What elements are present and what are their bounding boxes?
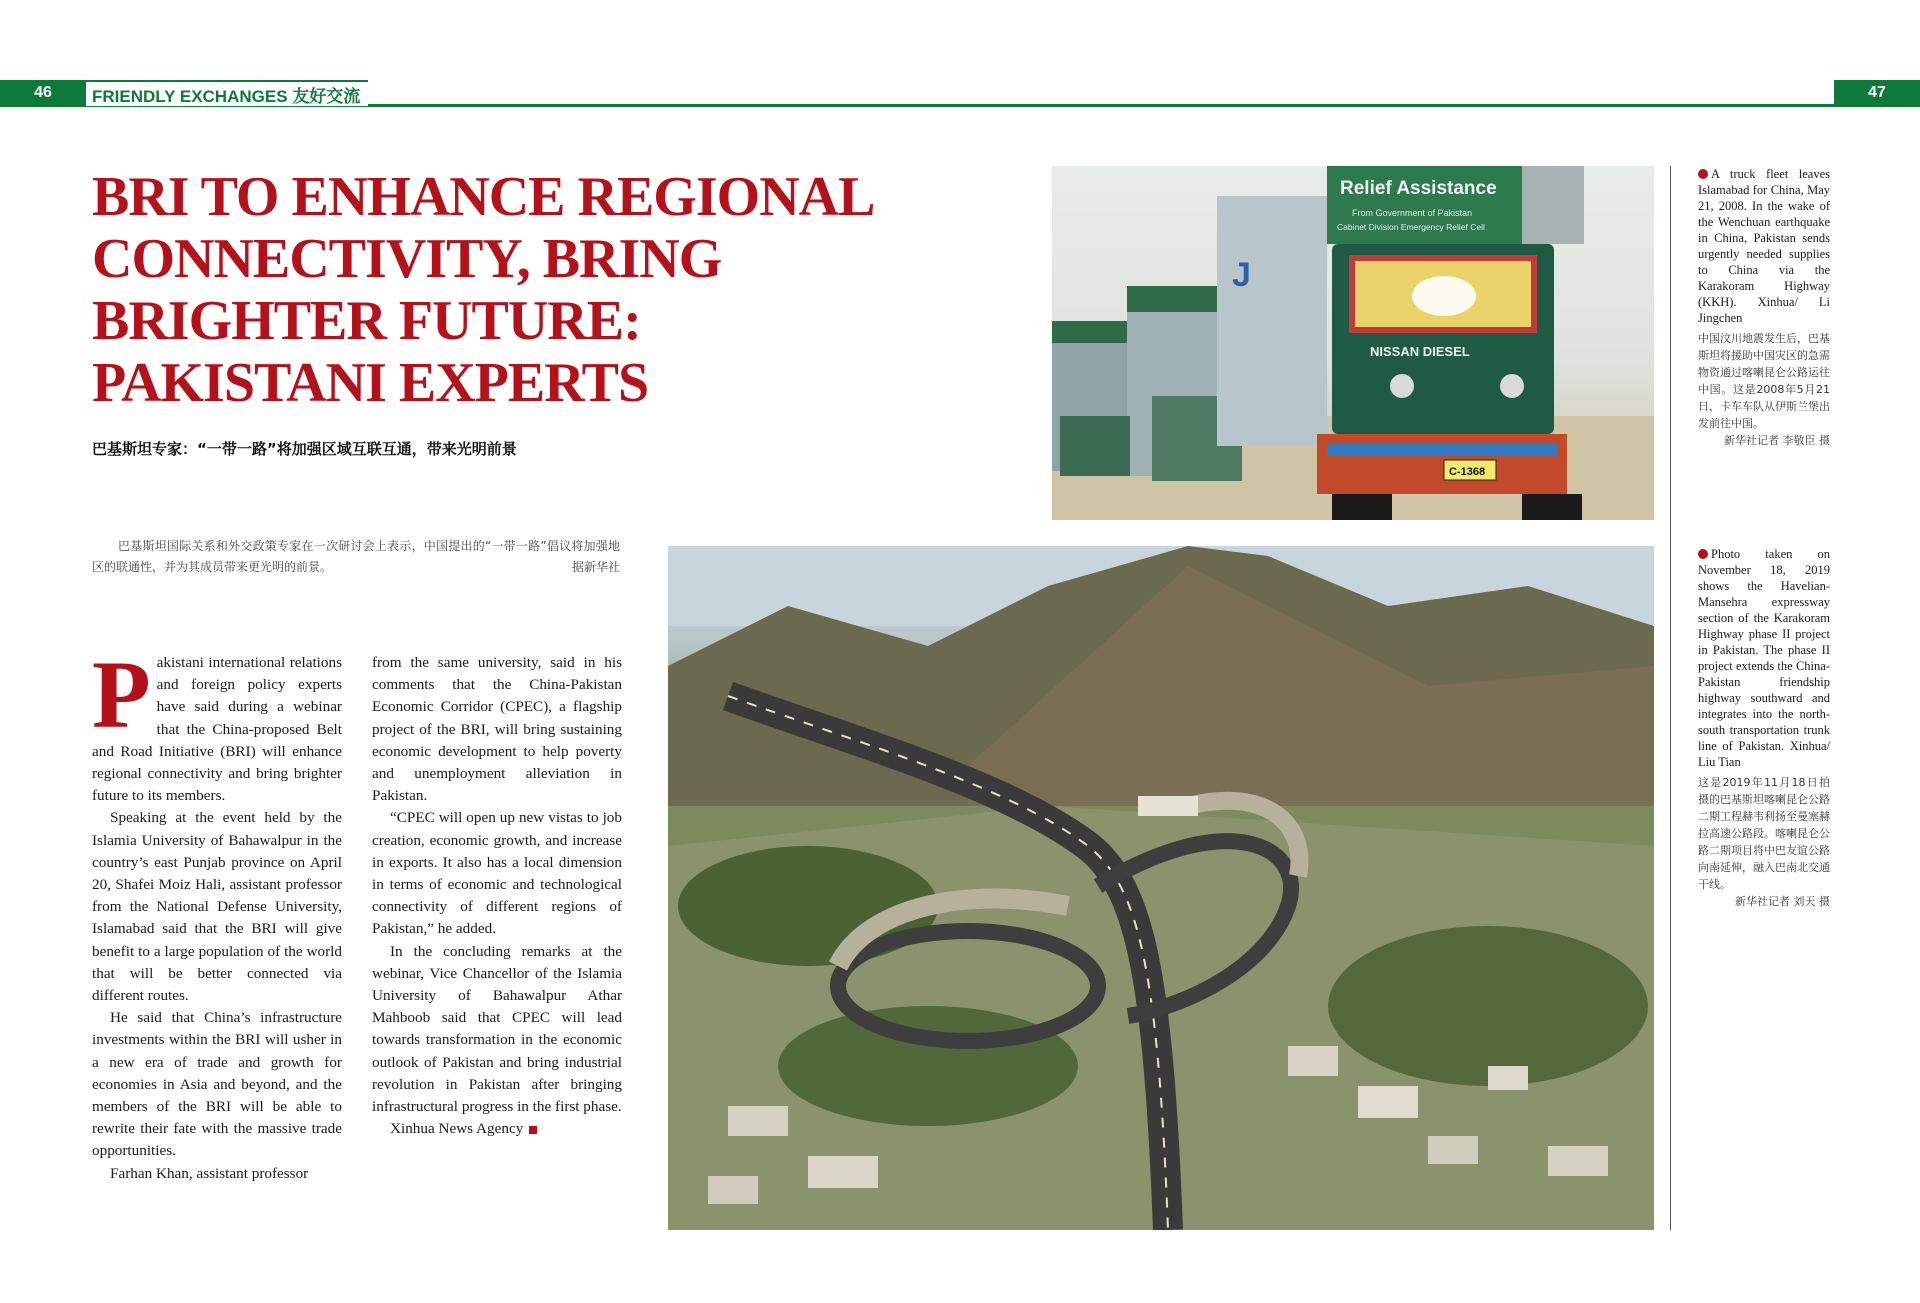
- paragraph-6: “CPEC will open up new vistas to job creation, economic growth, and increase in exports. It also has a local dimension in terms of economic and technological connectivity of different regions of Pakistan,” he added.: [372, 809, 622, 938]
- truck-fleet-illustration: [1052, 166, 1654, 520]
- caption-expressway-cn: 这是2019年11月18日拍摄的巴基斯坦喀喇昆仑公路二期工程赫韦利扬至曼塞赫拉高速公路段。喀喇昆仑公路二期项目将中巴友谊公路向南延伸，融入巴南北交通干线。 新华社记者 刘天 摄: [1698, 776, 1830, 908]
- truck-fleet-photo: [1052, 166, 1654, 520]
- drop-cap: P: [92, 641, 151, 748]
- article-column-1: [92, 641, 342, 1185]
- section-title: FRIENDLY EXCHANGES 友好交流: [86, 80, 368, 106]
- chinese-summary-text: 巴基斯坦国际关系和外交政策专家在一次研讨会上表示，中国提出的“一带一路”倡议将加强地区的联通性，并为其成员带来更光明的前景。: [92, 539, 620, 574]
- caption-truck-fleet-credit: 新华社记者 李敬臣 摄: [1724, 434, 1830, 447]
- page-number-right: 47: [1834, 80, 1920, 106]
- truck-brand: NISSAN DIESEL: [1370, 344, 1470, 359]
- expressway-illustration: [668, 546, 1654, 1230]
- header-left: [0, 80, 368, 106]
- chinese-summary-source: 据新华社: [571, 560, 620, 574]
- chinese-subhead: 巴基斯坦专家：“一带一路”将加强区域互联互通，带来光明前景: [92, 440, 517, 458]
- paragraph-1: Pakistani international relations and foreign policy experts have said during a webinar that the China-proposed Belt and Road Initiative (BRI) will enhance regional connectivity and bring brighter future to its members.: [92, 641, 342, 805]
- paragraph-7: In the concluding remarks at the webinar, Vice Chancellor of the Islamia University of Bahawalpur Athar Mahboob said that CPEC will lead towards transformation in the economic outlook of Pakistan and bring industrial revolution in Pakistan after bringing infrastructural progress in the first phase.: [372, 942, 622, 1116]
- byline: Xinhua News Agency: [372, 1118, 622, 1140]
- page-number-left: 46: [0, 80, 86, 106]
- expressway-aerial-photo: [668, 546, 1654, 1230]
- relief-sign-title: Relief Assistance: [1340, 178, 1497, 199]
- caption-truck-fleet-cn: 中国汶川地震发生后，巴基斯坦将援助中国灾区的急需物资通过喀喇昆仑公路运往中国。这是2008年5月21日，卡车车队从伊斯兰堡出发前往中国。 新华社记者 李敬臣 摄: [1698, 332, 1830, 447]
- caption-bullet-icon: [1698, 549, 1708, 559]
- caption-bullet-icon: [1698, 169, 1708, 179]
- paragraph-5: from the same university, said in his comments that the China-Pakistan Economic Corridor (CPEC), a flagship project of the BRI, will bring sustaining economic development to help poverty and unemployment alleviation in Pakistan.: [372, 654, 622, 805]
- paragraph-2: Speaking at the event held by the Islamia University of Bahawalpur in the country’s east Punjab province on April 20, Shafei Moiz Hali, assistant professor from the National Defense University, Islamabad said that the BRI will give benefit to a large population of the world that will be better connected via different routes.: [92, 809, 342, 1005]
- caption-truck-fleet-en: A truck fleet leaves Islamabad for China, May 21, 2008. In the wake of the Wenchuan earthquake in China, Pakistan sends urgently needed supplies to China via the Karakoram Highway (KKH). Xinhua/ Li Jingchen: [1698, 167, 1830, 325]
- caption-expressway-en: Photo taken on November 18, 2019 shows the Havelian-Mansehra expressway section of the Karakoram Highway phase II project in Pakistan. The phase II project extends the China-Pakistan friendship highway southward and integrates into the north-south transportation trunk line of Pakistan. Xinhua/ Liu Tian: [1698, 547, 1830, 769]
- caption-expressway-credit: 新华社记者 刘天 摄: [1735, 895, 1830, 908]
- svg-text:J: J: [1232, 256, 1251, 294]
- caption-expressway: [1698, 546, 1830, 910]
- caption-divider: [1670, 166, 1671, 1230]
- caption-truck-fleet: [1698, 166, 1830, 449]
- end-mark-icon: [529, 1126, 537, 1134]
- article-column-2: [372, 652, 622, 1140]
- license-plate: C-1368: [1449, 466, 1486, 478]
- headline: BRI TO ENHANCE REGIONAL CONNECTIVITY, BRING BRIGHTER FUTURE: PAKISTANI EXPERTS: [92, 166, 872, 414]
- paragraph-4: Farhan Khan, assistant professor: [110, 1164, 309, 1182]
- paragraph-3: He said that China’s infrastructure investments within the BRI will usher in a new era of trade and growth for economies in Asia and beyond, and the members of the BRI will be able to rewrite their fate with the massive trade opportunities.: [92, 1009, 342, 1160]
- relief-sign-line-2: Cabinet Division Emergency Relief Cell: [1337, 222, 1485, 232]
- relief-sign-line-1: From Government of Pakistan: [1352, 208, 1473, 218]
- chinese-summary: [92, 536, 620, 578]
